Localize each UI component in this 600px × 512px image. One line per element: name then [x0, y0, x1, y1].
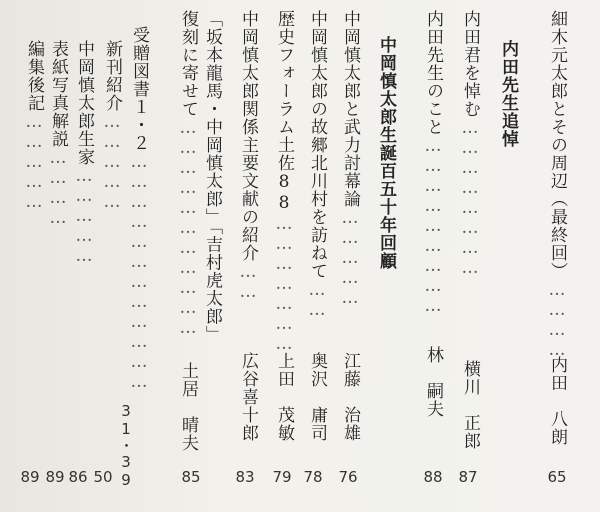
leader-dots: ……	[238, 262, 258, 302]
entry-page: 31・39	[117, 402, 135, 489]
entry-page: 65	[547, 468, 567, 486]
entry-title: 内田先生のこと	[423, 10, 443, 136]
entry-page: 89	[20, 468, 40, 486]
entry-title: 歴史フォーラム土佐88	[274, 10, 294, 214]
entry-title: 細木元太郎とその周辺（最終回）	[547, 10, 567, 280]
leader-dots: ……	[307, 280, 327, 320]
leader-dots: ……………	[24, 112, 44, 212]
entry-page: 83	[235, 468, 255, 486]
entry-title: 内田君を悼む	[460, 10, 480, 118]
entry-title: 編集後記	[24, 40, 44, 112]
entry-title: 新刊紹介	[102, 40, 122, 112]
leader-dots: ……………	[340, 208, 360, 308]
entry-author: 奥沢 庸司	[307, 352, 327, 442]
entry-page: 86	[68, 468, 88, 486]
entry-page: 78	[303, 468, 323, 486]
toc-entry-forum	[272, 10, 296, 354]
entry-page: 88	[423, 468, 443, 486]
leader-dots: ……………	[102, 112, 122, 212]
entry-title: 表紙写真解説	[48, 40, 68, 148]
toc-entry-henshu	[22, 40, 46, 212]
entry-author: 林 嗣夫	[423, 346, 443, 418]
entry-page: 87	[458, 468, 478, 486]
entry-author: 上田 茂敏	[274, 352, 294, 442]
leader-dots: ………………………	[423, 136, 443, 316]
section-heading-150: 中岡慎太郎生誕百五十年回顧	[376, 36, 396, 270]
toc-entry-juzo	[127, 26, 151, 392]
entry-subtitle: 復刻に寄せて	[178, 10, 198, 118]
toc-entry-uchida-sensei	[421, 10, 445, 316]
toc-entry-buryoku	[338, 10, 362, 308]
toc-entry-hosokimoto	[545, 10, 569, 360]
entry-title: 中岡慎太郎生家	[74, 40, 94, 166]
entry-author: 内田 八朗	[547, 356, 567, 446]
toc-entry-fukkoku-title: 「坂本龍馬・中岡慎太郎」「吉村虎太郎」	[202, 10, 222, 344]
entry-author: 江藤 治雄	[340, 352, 360, 442]
leader-dots: ………………………………	[129, 152, 149, 392]
entry-title: 中岡慎太郎の故郷北川村を訪ねて	[307, 10, 327, 280]
section-heading-tsuito: 内田先生追悼	[498, 40, 518, 148]
leader-dots: ……………………………	[178, 118, 198, 338]
leader-dots: …………	[48, 148, 68, 228]
entry-page: 79	[272, 468, 292, 486]
leader-dots: ……………	[74, 166, 94, 266]
leader-dots: …………………	[274, 214, 294, 354]
toc-entry-uchida-kimi	[458, 10, 482, 278]
entry-title: 中岡慎太郎と武力討幕論	[340, 10, 360, 208]
entry-title: 受贈図書１・２	[129, 26, 149, 152]
entry-page: 89	[45, 468, 65, 486]
leader-dots: ……………………	[460, 118, 480, 278]
toc-entry-fukkoku	[176, 10, 200, 338]
entry-page: 85	[181, 468, 201, 486]
entry-page: 76	[338, 468, 358, 486]
entry-author: 広谷喜十郎	[238, 352, 258, 442]
toc-entry-shinkan	[100, 40, 124, 212]
entry-page: 50	[93, 468, 113, 486]
leader-dots: …………	[547, 280, 567, 360]
entry-author: 土居 晴夫	[178, 362, 198, 452]
toc-entry-seika	[72, 40, 96, 266]
toc-entry-hyoshi	[46, 40, 70, 228]
entry-author: 横川 正郎	[460, 360, 480, 450]
entry-title: 中岡慎太郎関係主要文献の紹介	[238, 10, 258, 262]
toc-entry-kokyo	[305, 10, 329, 320]
toc-entry-bunken	[236, 10, 260, 302]
